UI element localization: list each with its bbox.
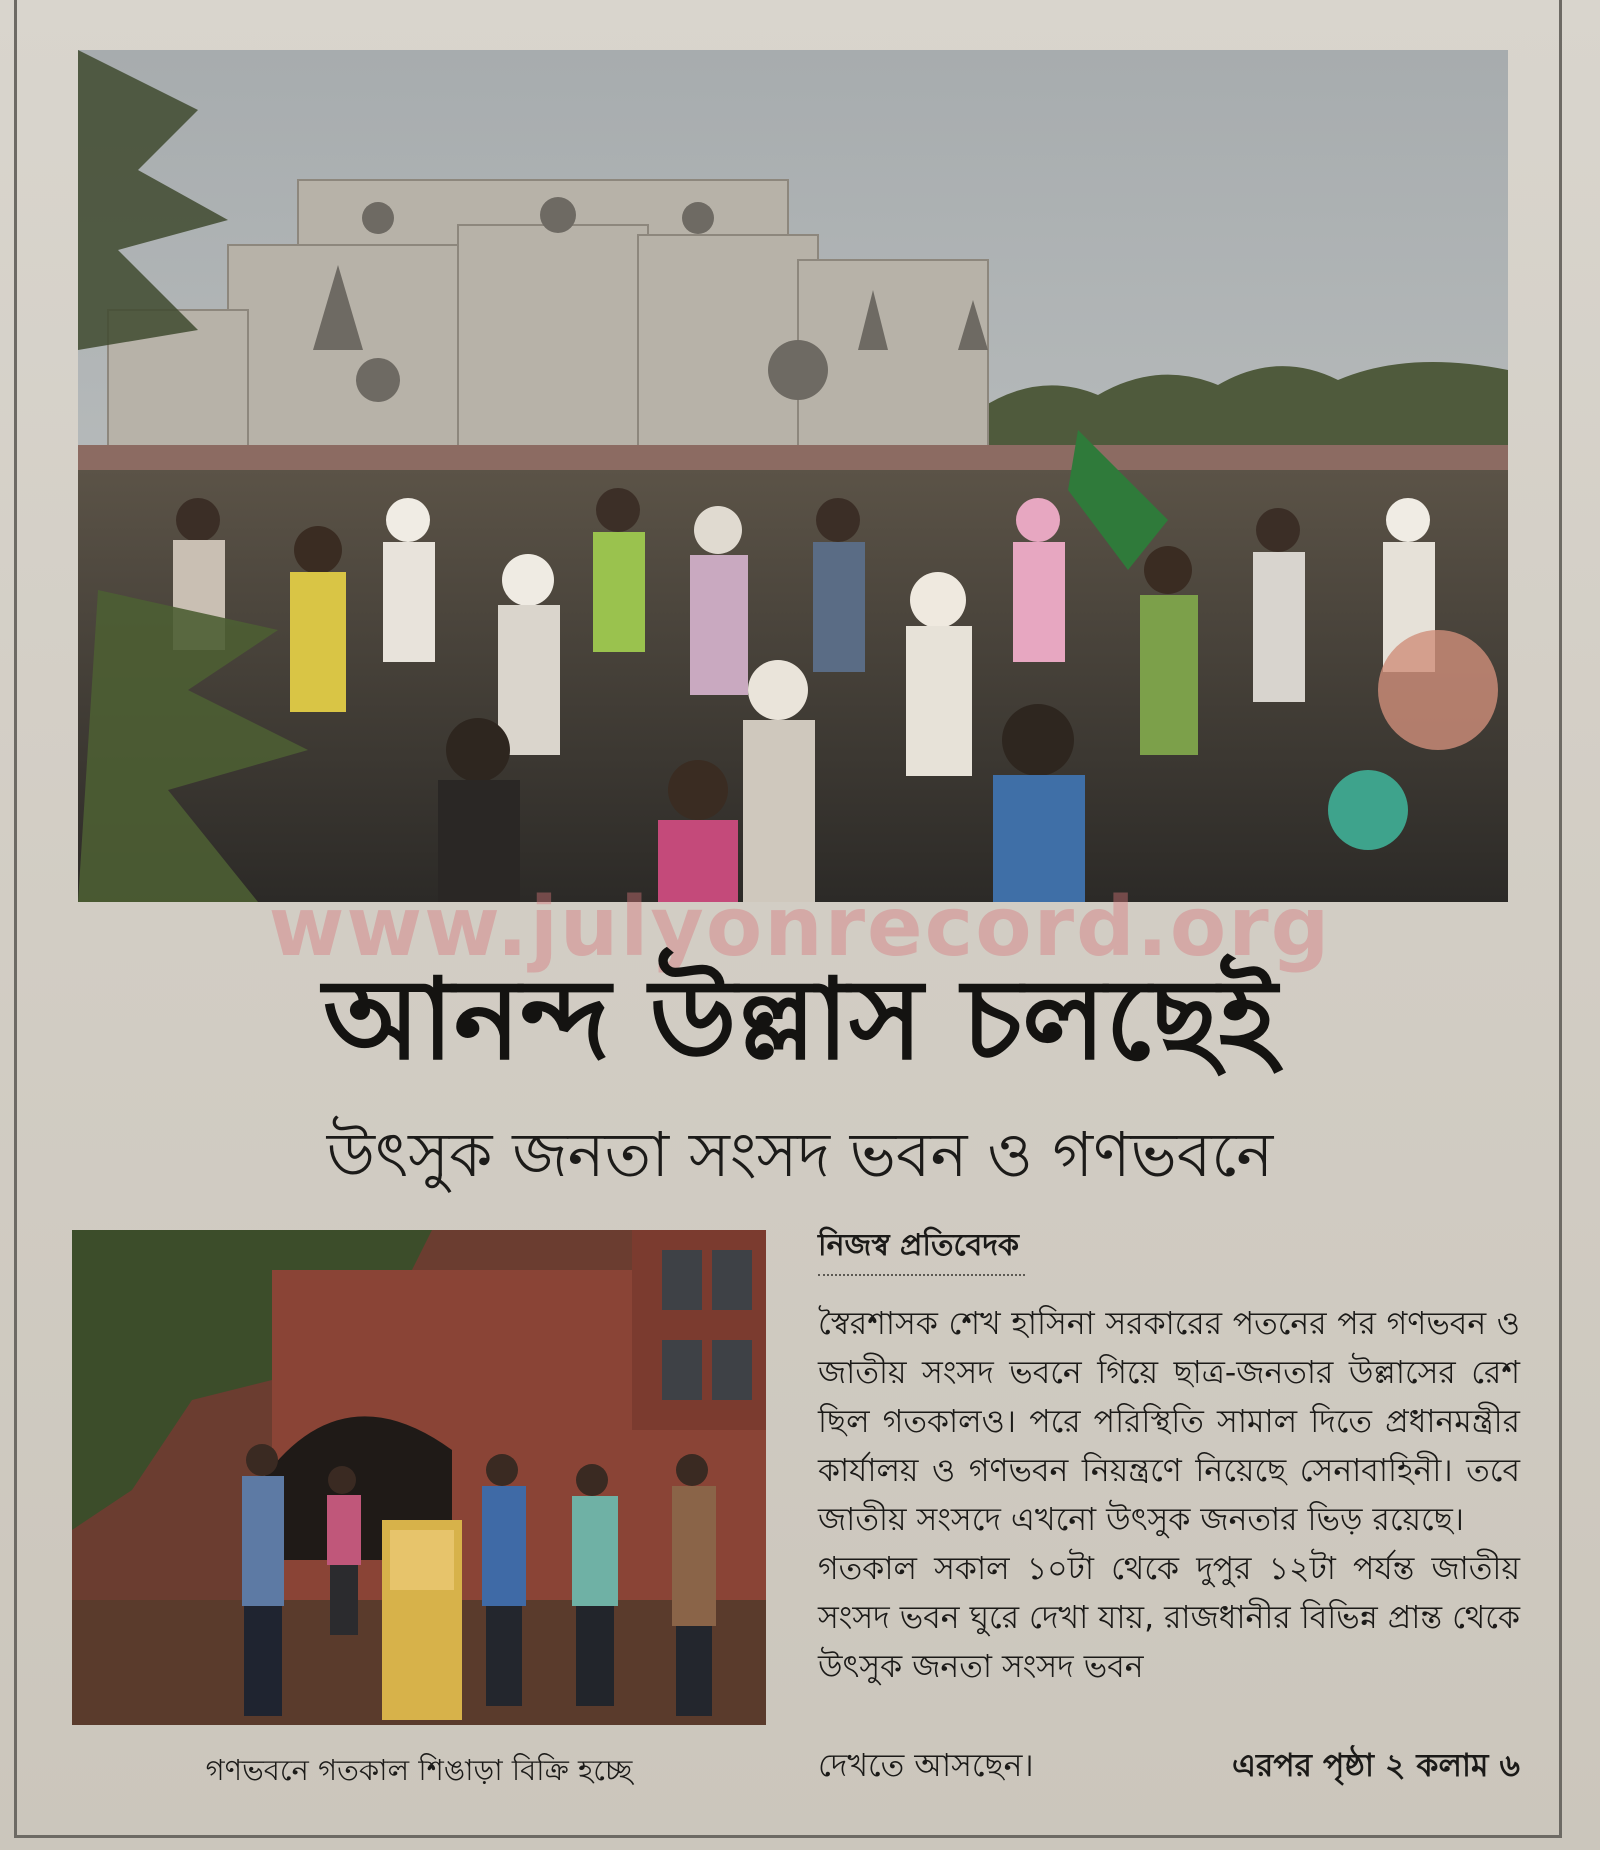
article-footer <box>818 1738 1520 1794</box>
byline: নিজস্ব প্রতিবেদক <box>818 1218 1025 1276</box>
article-paragraph: স্বৈরশাসক শেখ হাসিনা সরকারের পতনের পর গণভবন ও জাতীয় সংসদ ভবনে গিয়ে ছাত্র-জনতার উল্লাসের রেশ ছিল গতকালও। পরে পরিস্থিতি সামাল দিতে প্রধানমন্ত্রীর কার্যালয় ও গণভবন নিয়ন্ত্রণে নিয়েছে সেনাবাহিনী। তবে জাতীয় সংসদে এখনো উৎসুক জনতার ভিড় রয়েছে। <box>818 1306 1520 1538</box>
continuation-note: এরপর পৃষ্ঠা ২ কলাম ৬ <box>1231 1748 1520 1784</box>
parliament-crowd-photo <box>78 50 1508 902</box>
watermark: www.julyonrecord.org <box>268 880 1332 975</box>
article-last-line: দেখতে আসছেন। <box>818 1748 1034 1784</box>
headline: আনন্দ উল্লাস চলছেই <box>323 955 1277 1085</box>
article-paragraph: গতকাল সকাল ১০টা থেকে দুপুর ১২টা পর্যন্ত জাতীয় সংসদ ভবন ঘুরে দেখা যায়, রাজধানীর বিভিন্ন প্রান্ত থেকে উৎসুক জনতা সংসদ ভবন <box>818 1551 1520 1685</box>
ganabhaban-samosa-photo <box>72 1230 766 1725</box>
subheadline: উৎসুক জনতা সংসদ ভবন ও গণভবনে <box>326 1118 1274 1191</box>
article-body <box>818 1300 1520 1740</box>
photo-caption: গণভবনে গতকাল শিঙাড়া বিক্রি হচ্ছে <box>205 1753 633 1787</box>
